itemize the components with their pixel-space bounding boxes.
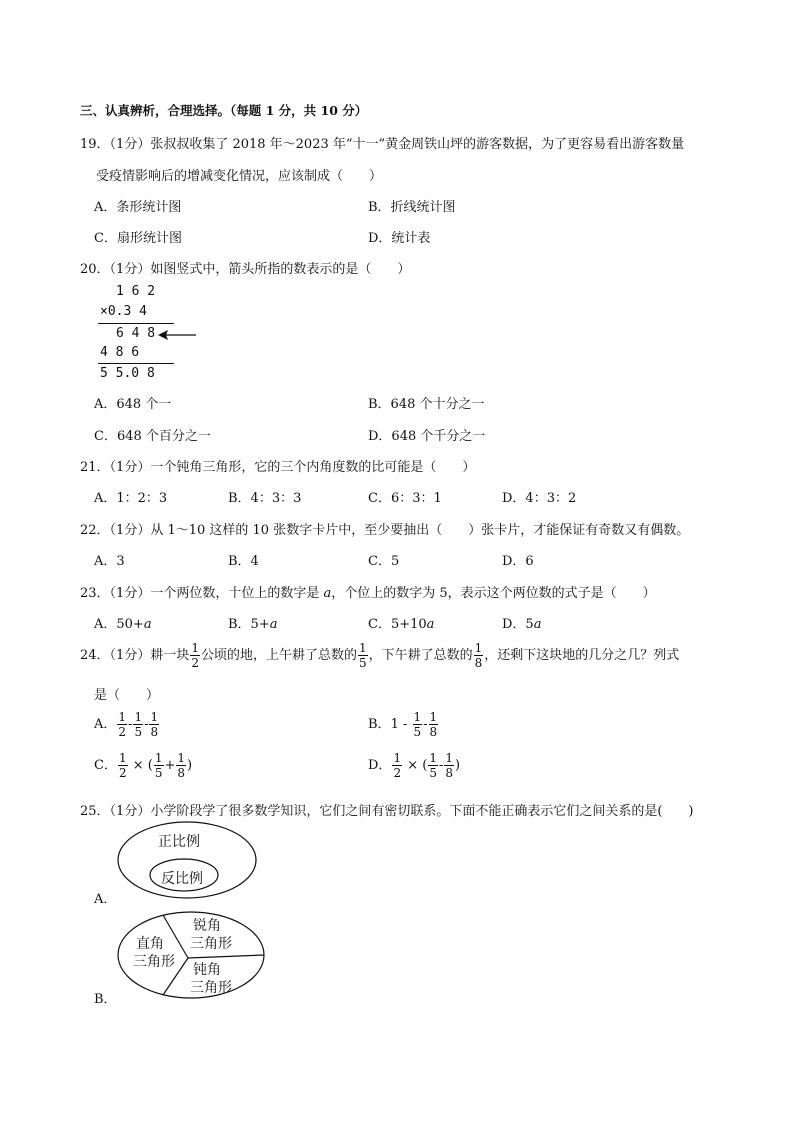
vert-row-partial-486: 4 8 6 xyxy=(100,345,140,360)
q22-stem: 22．（1分）从 1～10 这样的 10 张数字卡片中，至少要抽出（ ）张卡片，才能保证有奇数又有偶数。 xyxy=(80,523,690,538)
acute-triangle-label-2: 三角形 xyxy=(190,936,232,952)
acute-triangle-label-1: 锐角 xyxy=(193,918,221,934)
frac-den: 8 xyxy=(445,766,454,780)
frac-num: 1 xyxy=(445,751,454,765)
q19-option-d: D．统计表 xyxy=(368,231,431,246)
frac-num: 1 xyxy=(393,751,402,765)
fraction-1-2 xyxy=(118,752,128,779)
fraction-1-8 xyxy=(444,752,454,779)
times-sign: × xyxy=(407,758,419,773)
vert-rule-1 xyxy=(98,323,174,324)
q20-option-d: D．648 个千分之一 xyxy=(368,429,486,444)
vert-row-multiplier: ×0.3 4 xyxy=(100,304,147,319)
frac-num: 1 xyxy=(358,641,367,655)
q24-stem xyxy=(80,642,679,669)
q23-a-var: a xyxy=(143,617,152,632)
frac-den: 8 xyxy=(429,725,438,739)
fraction-1-8 xyxy=(176,752,186,779)
frac-num: 1 xyxy=(474,641,483,655)
q23-option-b xyxy=(228,613,277,632)
fraction-1-2 xyxy=(190,642,200,669)
arrow-left-icon xyxy=(158,328,198,342)
frac-den: 8 xyxy=(177,766,186,780)
option-label: A． xyxy=(94,717,117,732)
q20-option-b: B．648 个十分之一 xyxy=(368,397,485,412)
q23-var: a xyxy=(323,586,332,601)
option-label: B． xyxy=(368,717,391,732)
section-title: 三、认真辨析，合理选择。（每题 1 分，共 10 分） xyxy=(80,103,368,118)
vert-row-partial-648: 6 4 8 xyxy=(116,326,156,341)
frac-num: 1 xyxy=(118,751,127,765)
option-label: D． xyxy=(368,758,392,773)
frac-den: 8 xyxy=(474,656,483,670)
q19-stem-line1: 19．（1分）张叔叔收集了 2018 年～2023 年“十一”黄金周铁山坪的游客数据，为了更容易看出游客数量 xyxy=(80,137,685,152)
frac-den: 2 xyxy=(118,766,127,780)
frac-num: 1 xyxy=(177,751,186,765)
q23-c-text: C．5+10 xyxy=(368,617,427,632)
frac-num: 1 xyxy=(429,751,437,765)
q24-option-a xyxy=(94,711,160,738)
frac-num: 1 xyxy=(134,710,143,724)
q20-stem: 20．（1分）如图竖式中，箭头所指的数表示的是（ ） xyxy=(80,262,411,277)
right-triangle-label-2: 三角形 xyxy=(133,954,175,970)
plus-sign: + xyxy=(164,758,176,773)
q23-c-var: a xyxy=(426,617,435,632)
vertical-multiplication xyxy=(96,284,206,384)
fraction-1-8 xyxy=(474,642,484,669)
q24-option-b xyxy=(368,711,439,738)
option-label: C． xyxy=(94,758,117,773)
q24-text-2: 公顷的地，上午耕了总数的 xyxy=(200,648,357,663)
frac-den: 2 xyxy=(191,656,199,670)
q20-option-c: C．648 个百分之一 xyxy=(94,429,211,444)
q23-a-text: A．50+ xyxy=(94,617,144,632)
q23-option-d xyxy=(502,613,541,632)
fraction-1-5 xyxy=(358,642,368,669)
frac-den: 5 xyxy=(134,725,143,739)
q19-option-a: A．条形统计图 xyxy=(94,200,182,215)
frac-num: 1 xyxy=(413,710,422,724)
frac-num: 1 xyxy=(154,751,163,765)
vert-rule-2 xyxy=(98,363,174,364)
q23-option-c xyxy=(368,613,434,632)
q24-text-3: ，下午耕了总数的 xyxy=(368,648,473,663)
q24-option-d xyxy=(368,752,460,779)
venn-outer-label: 正比例 xyxy=(158,834,200,850)
q23-b-var: a xyxy=(269,617,278,632)
q24-text-4: ，还剩下这块地的几分之几？列式 xyxy=(484,648,680,663)
q21-option-d: D．4：3：2 xyxy=(502,491,577,506)
frac-num: 1 xyxy=(191,641,199,655)
frac-num: 1 xyxy=(118,710,127,724)
q25-option-b-label: B． xyxy=(94,992,117,1007)
right-triangle-label-1: 直角 xyxy=(136,936,164,952)
q23-stem-post: ，个位上的数字为 5，表示这个两位数的式子是（ ） xyxy=(331,586,656,601)
frac-den: 2 xyxy=(393,766,402,780)
frac-den: 8 xyxy=(150,725,159,739)
q21-option-b: B．4：3：3 xyxy=(228,491,302,506)
fraction-1-2 xyxy=(117,711,127,738)
left-paren: ( xyxy=(147,758,153,773)
q24-text-1: 24．（1分）耕一块 xyxy=(80,648,190,663)
q23-stem-pre: 23．（1分）一个两位数，十位上的数字是 xyxy=(80,586,324,601)
q19-stem-line2: 受疫情影响后的增减变化情况，应该制成（ ） xyxy=(96,169,383,184)
q23-d-var: a xyxy=(533,617,542,632)
q22-option-b: B．4 xyxy=(228,554,259,569)
minus-sign: - xyxy=(128,717,133,732)
fraction-1-5 xyxy=(154,752,164,779)
minus-sign: - xyxy=(438,758,444,773)
one-minus: 1 - xyxy=(390,717,408,732)
obtuse-triangle-label-2: 三角形 xyxy=(190,980,232,996)
fraction-1-8 xyxy=(429,711,439,738)
vert-row-product: 5 5.0 8 xyxy=(100,366,155,381)
q23-option-a xyxy=(94,613,152,632)
obtuse-triangle-label-1: 钝角 xyxy=(193,962,221,978)
minus-sign: - xyxy=(423,717,428,732)
left-paren: ( xyxy=(422,758,428,773)
fraction-1-5 xyxy=(428,752,438,779)
times-sign: × xyxy=(132,758,144,773)
q25-stem: 25．（1分）小学阶段学了很多数学知识，它们之间有密切联系。下面不能正确表示它们之间关系的是( ) xyxy=(80,804,694,819)
q24-stem-line2: 是（ ） xyxy=(94,688,160,703)
q24-option-c xyxy=(94,752,192,779)
q23-stem xyxy=(80,582,656,601)
minus-sign: - xyxy=(144,717,149,732)
q22-option-d: D．6 xyxy=(502,554,534,569)
frac-num: 1 xyxy=(429,710,438,724)
venn-inner-label: 反比例 xyxy=(161,871,203,887)
q23-d-text: D．5 xyxy=(502,617,534,632)
frac-den: 2 xyxy=(118,725,127,739)
q21-option-c: C．6：3：1 xyxy=(368,491,442,506)
frac-den: 5 xyxy=(429,766,437,780)
right-paren: ) xyxy=(455,758,461,773)
frac-num: 1 xyxy=(150,710,159,724)
fraction-1-8 xyxy=(149,711,159,738)
frac-den: 5 xyxy=(154,766,163,780)
q22-option-c: C．5 xyxy=(368,554,400,569)
vert-row-multiplicand: 1 6 2 xyxy=(116,284,156,299)
q23-b-text: B．5+ xyxy=(228,617,270,632)
q20-option-a: A．648 个一 xyxy=(94,397,172,412)
fraction-1-5 xyxy=(133,711,143,738)
right-paren: ) xyxy=(187,758,193,773)
q22-option-a: A．3 xyxy=(94,554,125,569)
frac-den: 5 xyxy=(358,656,367,670)
fraction-1-5 xyxy=(413,711,423,738)
q21-option-a: A．1：2：3 xyxy=(94,491,168,506)
fraction-1-2 xyxy=(392,752,402,779)
q21-stem: 21．（1分）一个钝角三角形，它的三个内角度数的比可能是（ ） xyxy=(80,460,476,475)
frac-den: 5 xyxy=(413,725,422,739)
q19-option-b: B．折线统计图 xyxy=(368,200,456,215)
q19-option-c: C．扇形统计图 xyxy=(94,231,182,246)
q25-option-a-label: A． xyxy=(94,892,117,907)
divider-line-2 xyxy=(188,955,264,958)
